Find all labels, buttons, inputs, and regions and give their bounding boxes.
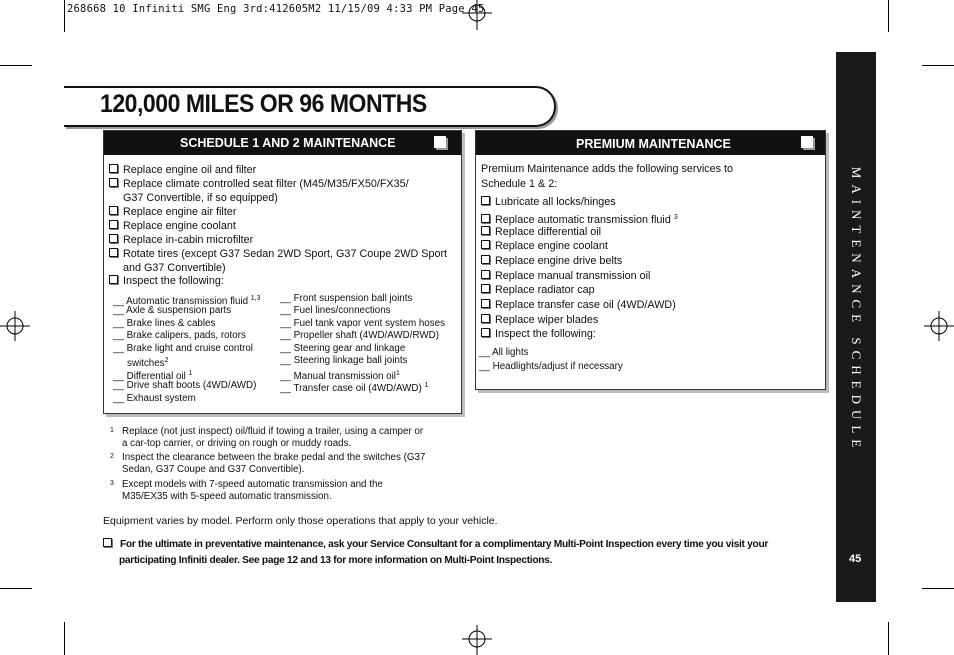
checkbox-icon <box>481 255 490 264</box>
crop-mark <box>0 65 32 66</box>
inspect-item: __ Axle & suspension parts <box>113 305 232 316</box>
schedule-item: Replace engine oil and filter <box>109 164 256 177</box>
checkbox-icon <box>481 196 490 205</box>
premium-inspect-item: __ Headlights/adjust if necessary <box>479 361 623 372</box>
inspect-item: __ Drive shaft boots (4WD/AWD) <box>113 380 257 391</box>
inspect-item: __ Front suspension ball joints <box>280 293 413 304</box>
schedule-item-cont: and G37 Convertible) <box>123 262 226 274</box>
inspect-item: __ Manual transmission oil$^1$ <box>280 370 400 382</box>
schedule-header <box>104 131 461 155</box>
checkbox-icon <box>109 206 118 215</box>
registration-mark-icon <box>462 0 492 30</box>
premium-item: Replace wiper blades <box>481 314 598 327</box>
checkbox-icon <box>481 299 490 308</box>
premium-item: Replace transfer case oil (4WD/AWD) <box>481 299 676 312</box>
premium-inspect-item: __ All lights <box>479 347 529 358</box>
schedule-item: Replace climate controlled seat filter (M45/M35/FX50/FX35/ <box>109 178 409 191</box>
checkbox-icon <box>109 220 118 229</box>
page-title: 120,000 MILES OR 96 MONTHS <box>100 90 427 118</box>
checkbox-icon <box>109 248 118 257</box>
bold-note-cont: participating Infiniti dealer. See page 12 and 13 for more information on Multi-Point Inspections. <box>119 555 553 566</box>
crop-mark <box>64 622 65 655</box>
checkbox-icon <box>481 270 490 279</box>
inspect-item: __ Propeller shaft (4WD/AWD/RWD) <box>280 330 439 341</box>
inspect-item: __ Fuel tank vapor vent system hoses <box>280 318 445 329</box>
checkbox-icon <box>481 214 490 223</box>
premium-header <box>476 131 825 155</box>
checkbox-icon <box>109 275 118 284</box>
side-tab-label: MAINTENANCE SCHEDULE <box>849 166 864 454</box>
crop-mark <box>64 0 65 32</box>
inspect-item: __ Automatic transmission fluid $^{1,3}$ <box>113 295 261 307</box>
schedule-item: Rotate tires (except G37 Sedan 2WD Sport, G37 Coupe 2WD Sport <box>109 248 447 261</box>
premium-item: Replace engine drive belts <box>481 255 622 268</box>
premium-item: Replace automatic transmission fluid $^3$ <box>481 211 678 227</box>
premium-intro: Schedule 1 & 2: <box>481 178 558 190</box>
checkbox-icon <box>109 164 118 173</box>
schedule-item: Inspect the following: <box>109 275 224 288</box>
premium-header-label: PREMIUM MAINTENANCE <box>576 137 731 151</box>
inspect-item: __ Fuel lines/connections <box>280 305 391 316</box>
premium-intro: Premium Maintenance adds the following services to <box>481 163 734 175</box>
footnote: 3 Except models with 7-speed automatic transmission and the M35/EX35 with 5-speed automatic transmission. <box>110 479 383 502</box>
checkbox-icon <box>481 240 490 249</box>
premium-item: Replace radiator cap <box>481 284 595 297</box>
inspect-item: __ Steering gear and linkage <box>280 343 406 354</box>
registration-mark-icon <box>462 625 492 655</box>
inspect-item-cont: switches$^2$ <box>127 357 169 369</box>
inspect-item: __ Differential oil $^1$ <box>113 370 193 382</box>
checkbox-icon <box>481 328 490 337</box>
premium-item: Replace engine coolant <box>481 240 608 253</box>
checkbox-icon <box>481 284 490 293</box>
schedule-item: Replace engine coolant <box>109 220 236 233</box>
checkbox-icon <box>801 136 813 148</box>
crop-mark <box>922 588 954 589</box>
crop-mark <box>888 0 889 32</box>
crop-mark <box>922 65 954 66</box>
footnote: 1 Replace (not just inspect) oil/fluid if towing a trailer, using a camper or a car-top carrier, or driving on rough or muddy roads. <box>110 426 424 449</box>
checkbox-icon <box>481 226 490 235</box>
inspect-item: __ Brake light and cruise control <box>113 343 253 354</box>
premium-item: Lubricate all locks/hinges <box>481 196 616 209</box>
checkbox-icon <box>434 136 446 148</box>
bold-note: For the ultimate in preventative maintenance, ask your Service Consultant for a complimentary Multi-Point Inspection every time you visit your <box>103 538 768 550</box>
equipment-note: Equipment varies by model. Perform only those operations that apply to your vehicle. <box>103 515 498 527</box>
inspect-item: __ Brake lines & cables <box>113 318 216 329</box>
premium-item: Replace manual transmission oil <box>481 270 650 283</box>
registration-mark-icon <box>0 311 30 341</box>
schedule-item: Replace in-cabin microfilter <box>109 234 253 247</box>
schedule-header-label: SCHEDULE 1 AND 2 MAINTENANCE <box>180 136 396 150</box>
schedule-item: Replace engine air filter <box>109 206 236 219</box>
footnote: 2 Inspect the clearance between the brake pedal and the switches (G37 Sedan, G37 Coupe and G37 Convertible). <box>110 452 426 475</box>
inspect-item: __ Brake calipers, pads, rotors <box>113 330 246 341</box>
print-slug: 268668 10 Infiniti SMG Eng 3rd:412605M2 11/15/09 4:33 PM Page 45 <box>67 3 485 15</box>
checkbox-icon <box>109 234 118 243</box>
crop-mark <box>0 588 32 589</box>
checkbox-icon <box>109 178 118 187</box>
premium-item: Inspect the following: <box>481 328 596 341</box>
schedule-item-cont: G37 Convertible, if so equipped) <box>123 192 278 204</box>
inspect-item: __ Exhaust system <box>113 393 196 404</box>
checkbox-icon <box>481 314 490 323</box>
inspect-item: __ Transfer case oil (4WD/AWD) $^1$ <box>280 382 429 394</box>
premium-item: Replace differential oil <box>481 226 601 239</box>
page-number: 45 <box>849 553 862 565</box>
checkbox-icon <box>103 538 112 547</box>
inspect-item: __ Steering linkage ball joints <box>280 355 408 366</box>
crop-mark <box>888 622 889 655</box>
registration-mark-icon <box>924 311 954 341</box>
